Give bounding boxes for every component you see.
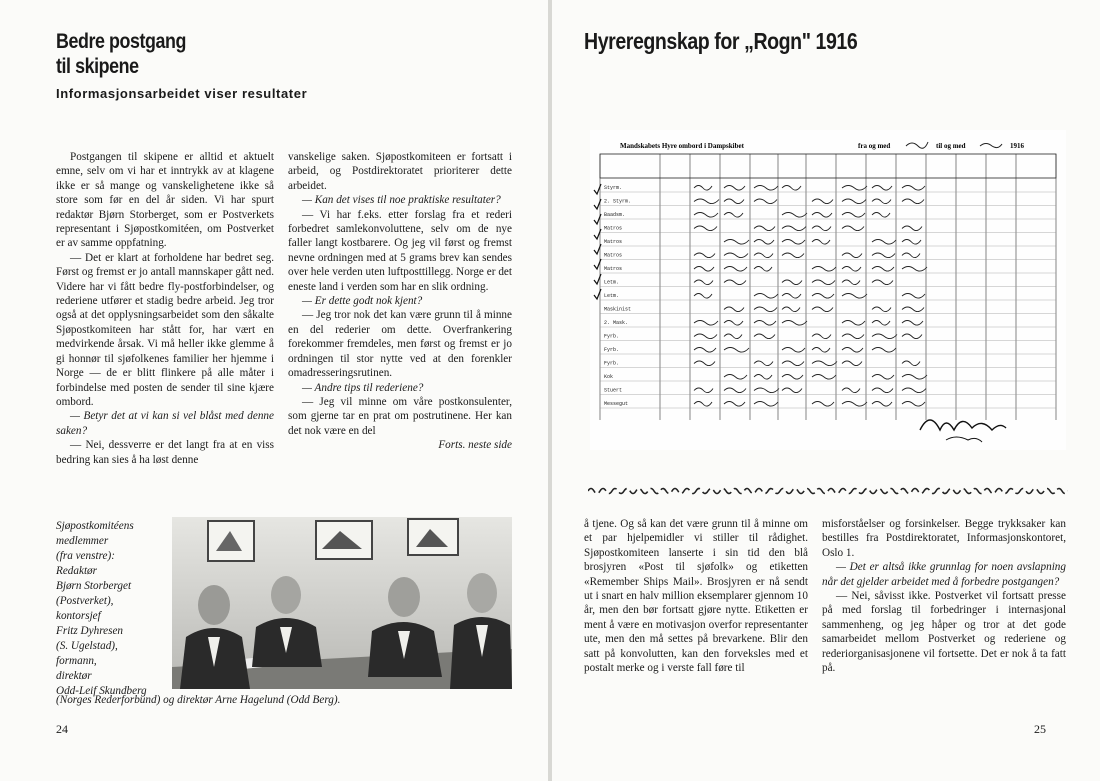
paragraph: å tjene. Og så kan det være grunn til å minne om et par hjelpemidler vi stiller til rådighet. Sjøpostkomiteen lanserte i sin tid den blå brosjyren «Post til sjøfolk» og etiketten «Remember Ships Mail». Brosjyren er nå sendt ut i snart en halv million eksemplarer gjennom 10 år, men den bør fortsatt gjøre nytte. Etiketten er ment å være en motivasjon overfor representanter ute, men den må settes på brevarkene. Blir den satt på konvolutten, kan den forveksles med et postalt merke og i verste fall føre til bbox=[584, 518, 808, 675]
headline-line-1: Bedre postgang bbox=[56, 30, 186, 53]
page-number: 24 bbox=[56, 722, 68, 736]
ledger-row-label: Matros bbox=[604, 225, 623, 232]
paragraph: vanskelige saken. Sjøpostkomiteen er fortsatt i arbeid, og Postdirektoratet prioriterer dette arbeidet. bbox=[288, 151, 512, 192]
committee-photo bbox=[172, 517, 512, 689]
article-headline bbox=[56, 29, 186, 79]
ledger-row-label: Baadsm. bbox=[604, 212, 626, 218]
ledger-document bbox=[590, 130, 1066, 450]
right-page bbox=[552, 0, 1100, 781]
wavy-separator bbox=[588, 484, 1068, 498]
paragraph: — Det er klart at forholdene har bedret seg. Først og fremst er jo antall mannskaper gått ned. Videre har vi fått bedre fly-postforbindelser, og rederiene utfører et stadig bedre arbeid. Jeg tror også at det opplysningsarbeidet som den såkalte Sjøpostkomiteen har stått for, har vært en medvirkende årsak. Vi må heller ikke glemme å gi honnør til sjøfolkenes familier her hjemme i Norge — de er blitt flinkere på alle måter i forbindelse med posten de sender til sine kjære ombord. bbox=[56, 251, 274, 408]
ledger-image bbox=[590, 130, 1066, 450]
ledger-headline: Hyreregnskap for „Rogn" 1916 bbox=[584, 28, 858, 54]
ledger-row-label: Kok bbox=[604, 374, 614, 380]
paragraph: misforståelser og forsinkelser. Begge trykksaker kan bestilles fra Postdirektoratet, Informasjonskontoret, Oslo 1. bbox=[822, 518, 1066, 559]
caption-line: (S. Ugelstad), bbox=[56, 640, 118, 652]
right-column-1 bbox=[584, 517, 808, 675]
ledger-title: Mandskabets Hyre ombord i Dampskibet bbox=[620, 142, 744, 150]
ledger-row-label: Maskinist bbox=[604, 306, 632, 313]
ledger-row-label: Matros bbox=[604, 252, 623, 259]
ledger-row-label: Fyrb. bbox=[604, 360, 620, 367]
left-column-2 bbox=[288, 150, 512, 453]
paragraph: — Jeg vil minne om våre postkonsulenter, som gjerne tar en prat om postrutinene. Her kan det nok være en del bbox=[288, 395, 512, 437]
ledger-year: 1916 bbox=[1010, 142, 1024, 150]
ledger-row-label: Messegut bbox=[604, 401, 629, 407]
question: — Betyr det at vi kan si vel blåst med denne saken? bbox=[56, 410, 274, 437]
paragraph: — Nei, dessverre er det langt fra at en viss bedring kan sies å ha løst denne bbox=[56, 439, 274, 466]
ledger-row-label: Letm. bbox=[604, 293, 620, 299]
question: — Kan det vises til noe praktiske resultater? bbox=[302, 194, 501, 207]
caption-line: Fritz Dyhresen bbox=[56, 625, 124, 637]
right-column-2 bbox=[822, 517, 1066, 675]
page-number: 25 bbox=[1034, 722, 1046, 736]
caption-line: direktør bbox=[56, 670, 92, 682]
caption-line: Bjørn Storberget bbox=[56, 580, 132, 592]
ledger-period-from: fra og med bbox=[858, 142, 891, 150]
ledger-row-label: Stuert bbox=[604, 387, 623, 394]
ledger-period-to: til og med bbox=[936, 142, 966, 150]
ledger-row-label: Letm. bbox=[604, 279, 620, 286]
caption-line: formann, bbox=[56, 655, 97, 667]
paragraph: — Nei, såvisst ikke. Postverket vil fortsatt presse på med forslag til forbedringer i internasjonal sammenheng, og jeg håper og tror at det gode samarbeidet mellom Postverket og rederiene og rederiorganisasjonene vil fortsette. Det er nok å ta fatt på. bbox=[822, 590, 1066, 675]
paragraph: — Vi har f.eks. etter forslag fra et rederi forbedret samlekonvoluttene, selv om de nye faller langt kostbarere. Og jeg vil først og fremst nevne ordningen med at 5 grams brev kan sendes over hele verden uten luftposttillegg. Norge er det eneste land i verden som har en slik ordning. bbox=[288, 208, 512, 293]
committee-photo-image bbox=[172, 517, 512, 689]
ledger-row-label: Matros bbox=[604, 239, 623, 245]
question: — Det er altså ikke grunnlag for noen avslapning når det gjelder arbeidet med å forbedre postgangen? bbox=[822, 561, 1066, 588]
photo-caption bbox=[56, 519, 176, 699]
left-page bbox=[0, 0, 548, 781]
photo-caption-last-line: (Norges Rederforbund) og direktør Arne Hagelund (Odd Berg). bbox=[56, 694, 341, 706]
caption-line: Redaktør bbox=[56, 565, 98, 577]
ledger-row-label: Fyrb. bbox=[604, 333, 620, 340]
continued-note: Forts. neste side bbox=[438, 439, 512, 452]
question: — Andre tips til rederiene? bbox=[302, 381, 424, 394]
headline-line-2: til skipene bbox=[56, 55, 139, 78]
paragraph: Postgangen til skipene er alltid et aktuelt emne, selv om vi har et inntrykk av at klagene ikke er så mange og vanskelighetene ikke så store som før en del år siden. Vi har spurt redaktør Bjørn Storberget, som er Postverkets representant i Sjøpostkomitéen, om Postverket er av samme oppfatning. bbox=[56, 151, 274, 250]
caption-line: medlemmer bbox=[56, 535, 109, 547]
caption-line: Sjøpostkomitéens bbox=[56, 520, 134, 532]
ledger-row-label: Matros bbox=[604, 266, 623, 272]
left-column-1 bbox=[56, 150, 274, 467]
ledger-row-label: 2. Mask. bbox=[604, 320, 629, 326]
ledger-row-label: Styrm. bbox=[604, 185, 623, 191]
ledger-row-label: Fyrb. bbox=[604, 347, 620, 353]
article-subheadline: Informasjonsarbeidet viser resultater bbox=[56, 86, 308, 101]
paragraph: — Jeg tror nok det kan være grunn til å minne en del rederier om dette. Overfrankering forekommer fremdeles, men først og fremst er jo ordningen til stor nytte ved at den forenkler omadresseringsrutinen. bbox=[288, 309, 512, 380]
caption-line: kontorsjef bbox=[56, 610, 101, 622]
ledger-row-label: 2. Styrm. bbox=[604, 198, 632, 205]
question: — Er dette godt nok kjent? bbox=[302, 295, 423, 308]
caption-line: (fra venstre): bbox=[56, 550, 115, 562]
caption-line: Odd-Leif Skundberg bbox=[56, 685, 147, 697]
caption-line: (Postverket), bbox=[56, 595, 114, 607]
